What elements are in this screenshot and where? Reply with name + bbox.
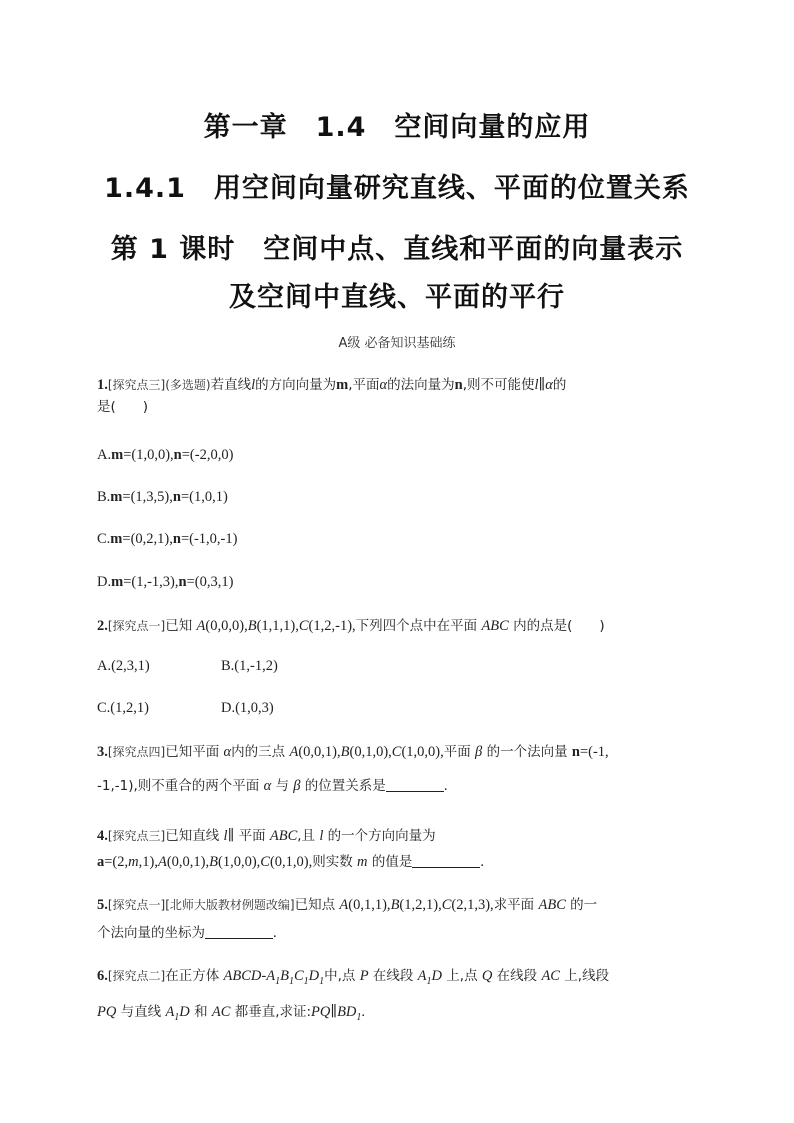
value: =(0,3,1)	[186, 574, 234, 590]
var: ABC	[269, 828, 298, 844]
var: A	[196, 618, 206, 634]
value: (1,1,1),	[256, 618, 299, 634]
var: m	[111, 574, 124, 590]
var: D	[179, 1003, 190, 1020]
stem-text: 下列四个点中在平面	[355, 618, 482, 634]
option-label: D.	[97, 574, 112, 590]
var: C	[260, 854, 270, 870]
value: ,1),	[138, 854, 158, 870]
question-5-line1	[97, 894, 717, 916]
stem-text: 已知平面	[165, 744, 224, 760]
var: l	[319, 828, 324, 844]
stem-text: 中,点	[324, 968, 360, 984]
var: C	[441, 897, 452, 913]
stem-text: 的法向量为	[387, 377, 455, 393]
q1-option-b	[97, 489, 228, 506]
question-1-stem-line2: 是( )	[97, 399, 149, 415]
var: A	[289, 744, 299, 760]
question-4	[97, 825, 717, 873]
var: n	[178, 574, 187, 590]
stem-text: 的值是	[367, 854, 413, 870]
stem-text: 的一个方向向量为	[323, 828, 436, 844]
question-4-line2	[97, 851, 717, 873]
q1-option-c	[97, 531, 237, 548]
answer-blank[interactable]	[412, 853, 480, 868]
section-title: 1.4.1 用空间向量研究直线、平面的位置关系	[104, 173, 690, 204]
value: =(-1,	[579, 744, 609, 760]
value: (1,2,-1),	[308, 618, 356, 634]
question-number: 2.	[97, 618, 108, 634]
question-number: 4.	[97, 828, 108, 844]
question-1	[97, 374, 697, 418]
question-3	[97, 741, 717, 797]
var: P	[359, 968, 369, 984]
stem-text: 平面	[443, 744, 476, 760]
var: D	[431, 968, 442, 984]
stem-text: 则实数	[312, 854, 358, 870]
value: (0,1,0),	[269, 854, 313, 870]
value: =(1,3,5),	[122, 489, 173, 505]
value: (1,0,0),	[217, 854, 261, 870]
var: AC	[541, 968, 560, 984]
var: B	[340, 744, 350, 760]
stem-text: 上,点	[442, 968, 482, 984]
conclusion: $PQ\parallel BD_1$	[311, 1003, 362, 1023]
var: ABCD-A	[223, 968, 276, 984]
stem-text: 在线段	[368, 968, 418, 984]
stem-text: 和	[189, 1003, 212, 1020]
var: n	[172, 489, 181, 505]
var: B	[390, 897, 400, 913]
var: m	[357, 854, 368, 870]
stem-text: 在正方体	[165, 968, 224, 984]
stem-text: 内的点是( )	[508, 618, 605, 634]
var: PQ∥BD	[311, 1003, 357, 1020]
question-2	[97, 615, 717, 637]
punct: .	[443, 778, 448, 794]
var: C	[298, 618, 309, 634]
segment-a1d-2: $A_1D$	[165, 1003, 190, 1023]
stem-text: 若直线	[210, 377, 252, 393]
stem-text: 内的三点	[231, 744, 290, 760]
var: m	[110, 489, 123, 505]
q2-option-b: B.(1,-1,2)	[221, 658, 278, 674]
stem-text: 的一个法向量	[482, 744, 572, 760]
q2-option-d: D.(1,0,3)	[221, 700, 274, 716]
var: n	[454, 377, 463, 393]
q1-option-d	[97, 574, 233, 591]
question-1-stem	[97, 374, 697, 396]
value: (2,1,3),	[451, 897, 494, 913]
stem-text: 与直线	[116, 1003, 166, 1020]
segment-a1d: $A_1D$	[417, 968, 442, 987]
var: A	[339, 897, 349, 913]
stem-text: 已知点	[294, 897, 340, 913]
stem-text: 求平面	[493, 897, 539, 913]
stem-text: 上,线段	[559, 968, 610, 984]
question-number: 5.	[97, 897, 108, 913]
var: m	[128, 854, 139, 870]
question-6-line1	[97, 965, 717, 993]
stem-text: -1,-1),则不重合的两个平面	[97, 778, 264, 794]
value: =(1,-1,3),	[123, 574, 179, 590]
question-number: 6.	[97, 968, 108, 984]
stem-text: 都垂直,求证:	[230, 1003, 312, 1020]
value: =(1,0,0),	[123, 447, 174, 463]
question-tag: [探究点一]	[107, 619, 166, 633]
value: =(-2,0,0)	[181, 447, 234, 463]
var: n	[173, 447, 182, 463]
q1-option-a	[97, 447, 233, 464]
var: A	[157, 854, 167, 870]
stem-text: 与	[271, 778, 294, 794]
value: =(0,2,1),	[122, 531, 173, 547]
question-number: 3.	[97, 744, 108, 760]
stem-text: ,且	[297, 828, 320, 844]
stem-text: ,平面	[348, 377, 380, 393]
var: A	[417, 968, 427, 984]
question-5	[97, 894, 717, 944]
cube-name: ABCD-$A_1B_1C_1D_1$	[223, 968, 325, 987]
punct: .	[273, 925, 277, 941]
var: α	[263, 778, 272, 794]
option-label: B.	[97, 489, 111, 505]
chapter-title: 第一章 1.4 空间向量的应用	[203, 112, 591, 143]
var: B	[209, 854, 218, 870]
q2-option-a: A.(2,3,1)	[97, 658, 150, 674]
question-3-line1	[97, 741, 717, 763]
stem-text: 的一	[565, 897, 598, 913]
stem-text: 的方向向量为	[255, 377, 337, 393]
var: l∥α	[534, 377, 553, 393]
value: (1,0,0),	[401, 744, 444, 760]
answer-blank[interactable]	[205, 924, 273, 939]
question-3-line2	[97, 775, 717, 797]
question-tag: [探究点二]	[107, 969, 166, 983]
var: α	[223, 744, 232, 760]
question-tag: [探究点一][北师大版教材例题改编]	[107, 898, 295, 912]
var: l	[251, 377, 256, 393]
stem-text: ,则不可能使	[462, 377, 535, 393]
var: C	[391, 744, 402, 760]
var: ABC	[538, 897, 566, 913]
punct: .	[480, 854, 484, 870]
stem-text: 的位置关系是	[300, 778, 386, 794]
lesson-title-line1: 第 1 课时 空间中点、直线和平面的向量表示	[110, 234, 684, 265]
var: a	[97, 854, 105, 870]
var: β	[475, 744, 483, 760]
var: B	[247, 618, 257, 634]
var: PQ	[97, 1003, 117, 1020]
value: (1,2,1),	[399, 897, 442, 913]
question-4-line1	[97, 825, 717, 847]
question-tag: [探究点四]	[107, 745, 166, 759]
value: =(-1,0,-1)	[180, 531, 238, 547]
var: Q	[481, 968, 493, 984]
var: AC	[211, 1003, 231, 1020]
option-label: A.	[97, 447, 112, 463]
question-tag: [探究点三]	[107, 829, 166, 843]
value: (0,1,1),	[348, 897, 391, 913]
var: l∥	[223, 828, 235, 844]
lesson-title-line2: 及空间中直线、平面的平行	[229, 282, 565, 313]
value: (0,1,0),	[349, 744, 392, 760]
var: m	[111, 447, 124, 463]
question-5-line2	[97, 922, 717, 944]
punct: .	[361, 1003, 366, 1020]
value: =(1,0,1)	[180, 489, 228, 505]
stem-text: 平面	[234, 828, 270, 844]
stem-text: 的	[552, 377, 567, 393]
value: =(2,	[104, 854, 129, 870]
value: (0,0,1),	[298, 744, 341, 760]
answer-blank[interactable]	[386, 777, 444, 792]
value: (0,0,0),	[205, 618, 248, 634]
stem-text: 已知直线	[165, 828, 224, 844]
q2-option-c: C.(1,2,1)	[97, 700, 149, 716]
var: α	[379, 377, 388, 393]
stem-text: 在线段	[492, 968, 542, 984]
stem-text: 个法向量的坐标为	[97, 925, 205, 941]
level-heading: A级 必备知识基础练	[338, 336, 456, 351]
var: ABC	[481, 618, 509, 634]
question-6-line2	[97, 1001, 717, 1029]
var: A	[165, 1003, 175, 1020]
var: β	[293, 778, 301, 794]
question-number: 1.	[97, 377, 108, 393]
var: n	[571, 744, 580, 760]
option-label: C.	[97, 531, 111, 547]
var: m	[336, 377, 349, 393]
question-6	[97, 965, 717, 1029]
var: m	[110, 531, 123, 547]
var: n	[172, 531, 181, 547]
value: (0,0,1),	[166, 854, 210, 870]
question-tag: [探究点三](多选题)	[107, 378, 211, 392]
stem-text: 已知	[165, 618, 197, 634]
